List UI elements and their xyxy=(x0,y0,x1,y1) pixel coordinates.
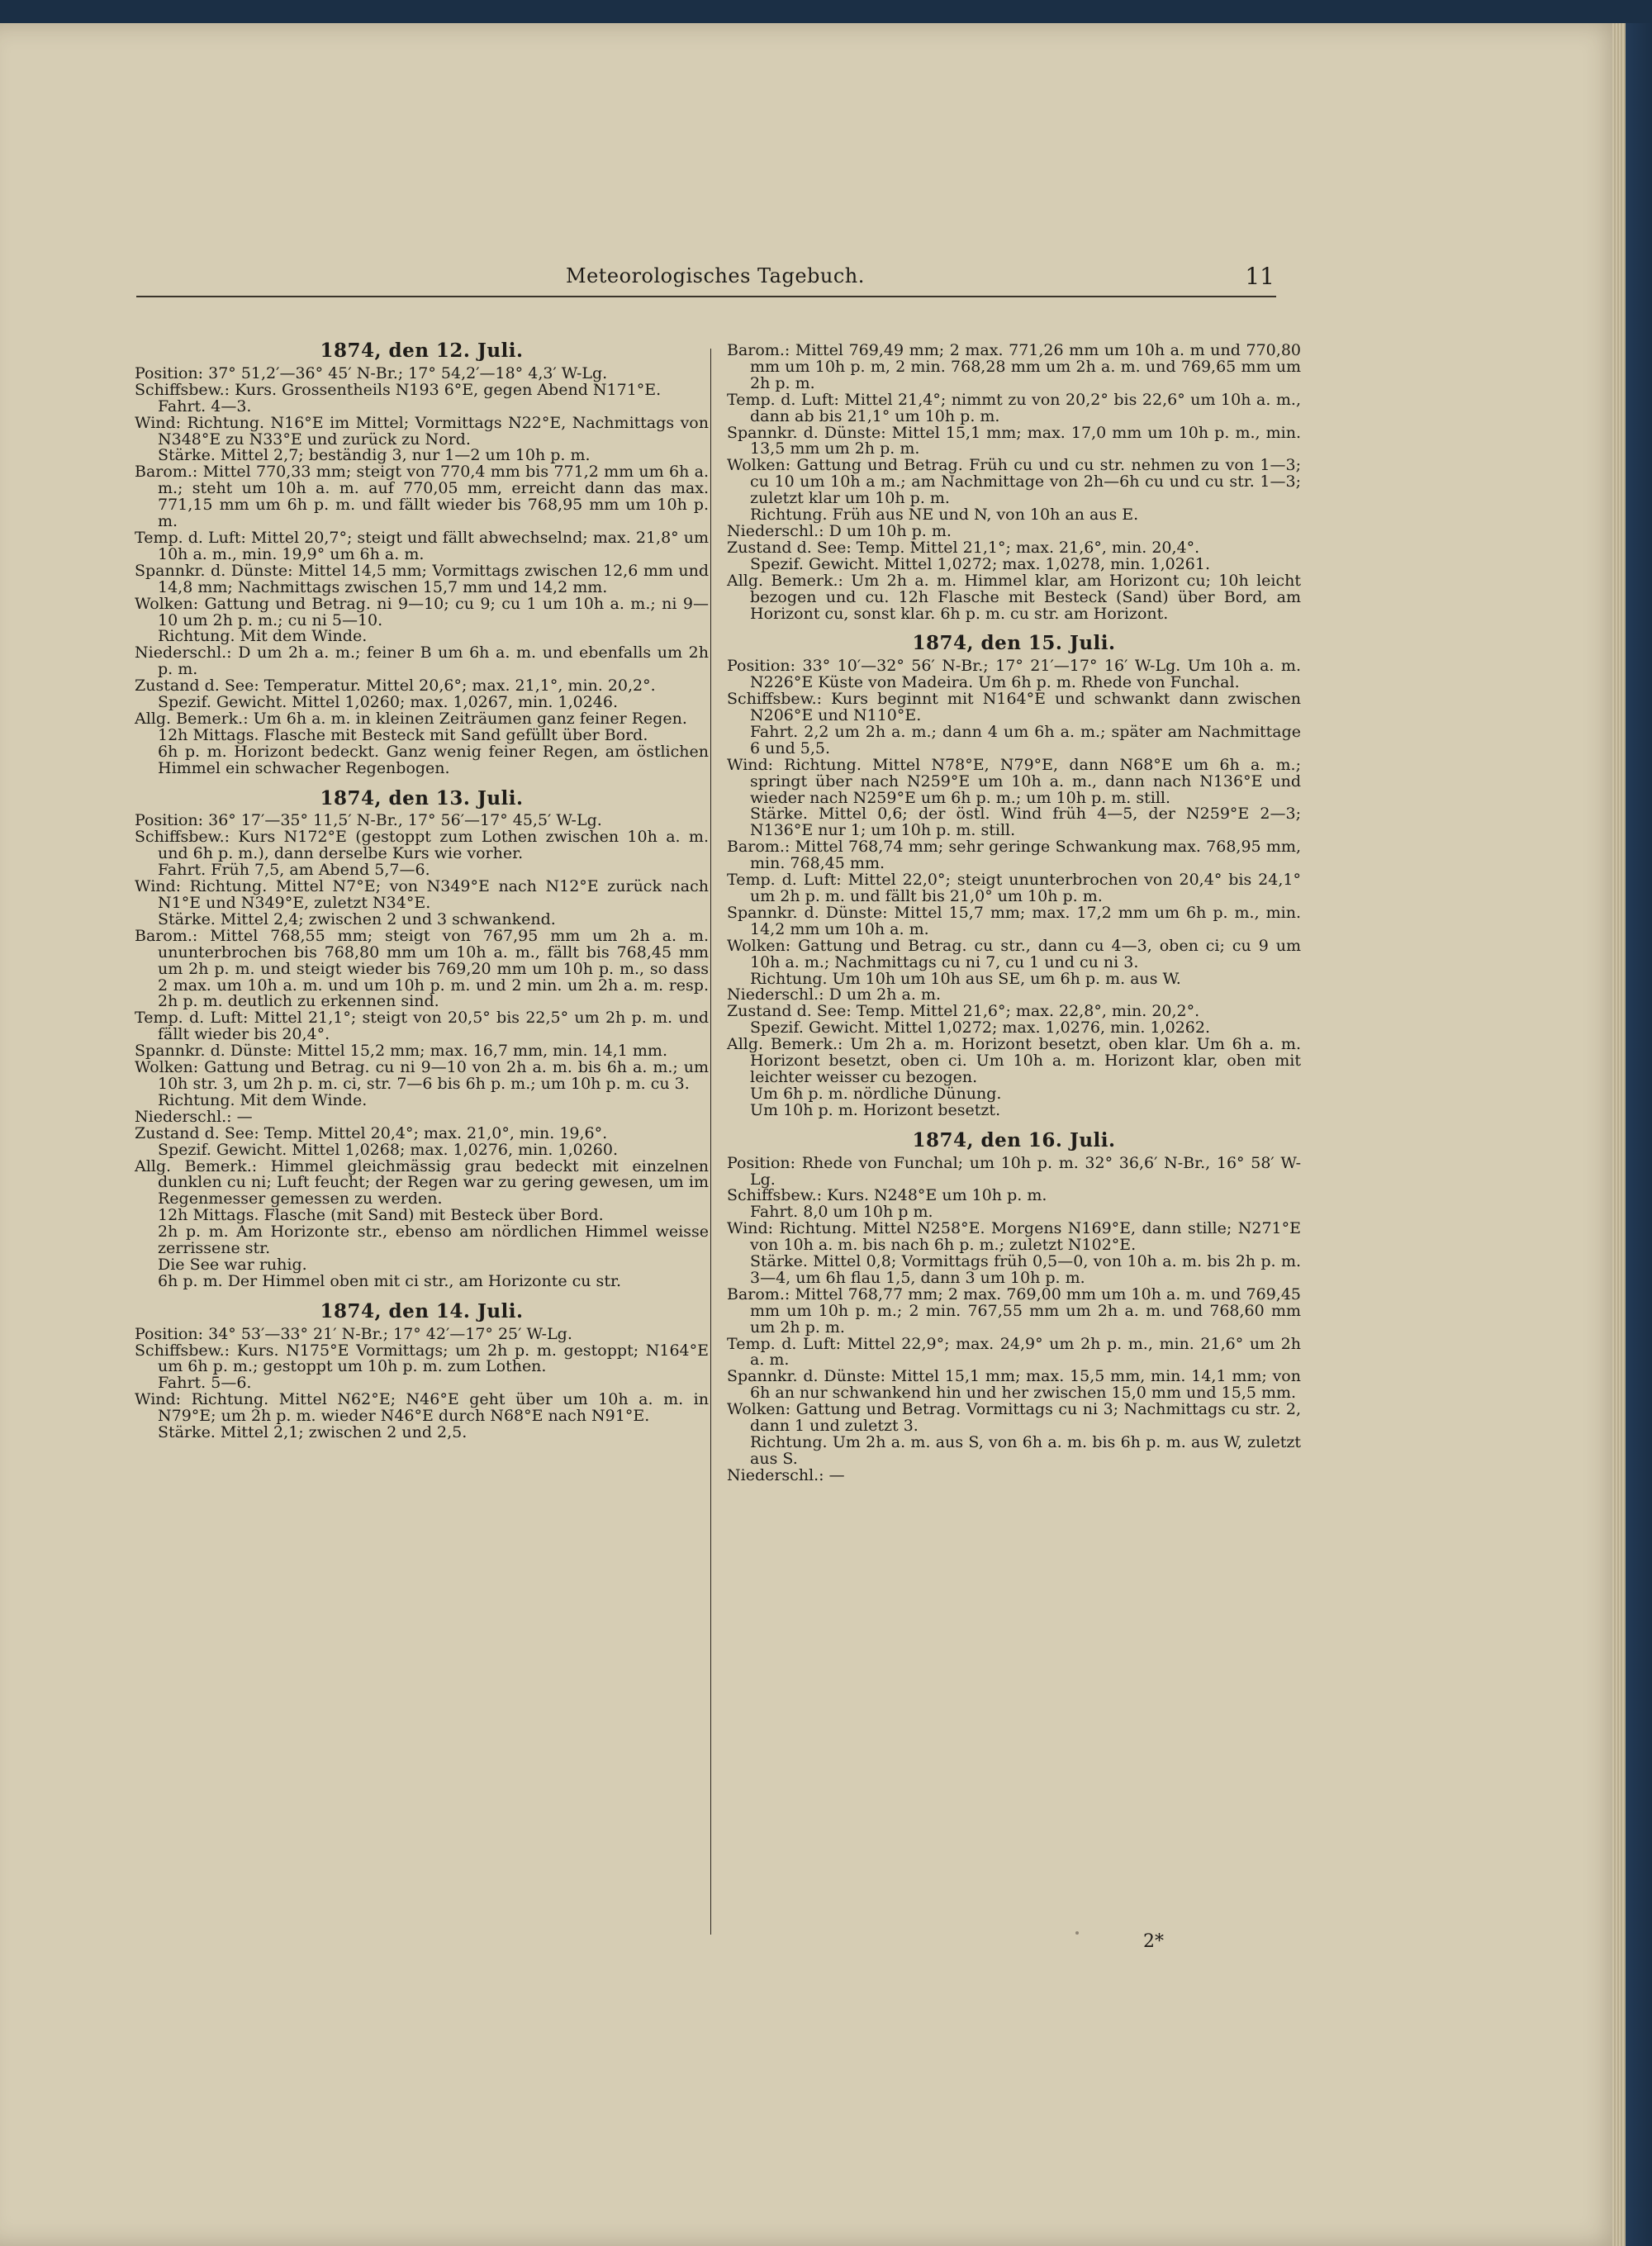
sub-entry: Fahrt. 5—6. xyxy=(158,1374,252,1393)
print-speck xyxy=(1075,1931,1079,1935)
log-entry: Wolken: Gattung und Betrag. Früh cu und cu str. nehmen zu von 1—3; cu 10 um 10h a m.; am Nachmittage von 2h—6h cu und cu str. 1—3; zuletzt klar um 10h p. m. xyxy=(727,456,1301,508)
log-entry: Position: 34° 53′—33° 21′ N-Br.; 17° 42′—17° 25′ W-Lg. xyxy=(135,1324,572,1343)
sub-entry: 12h Mittags. Flasche mit Besteck mit Sand gefüllt über Bord. xyxy=(158,725,648,744)
log-entry: Barom.: Mittel 768,74 mm; sehr geringe Schwankung max. 768,95 mm, min. 768,45 mm. xyxy=(727,838,1301,873)
log-entry: Temp. d. Luft: Mittel 22,0°; steigt ununterbrochen von 20,4° bis 24,1° um 2h p. m. und fällt bis 21,0° um 10h p. m. xyxy=(727,871,1301,905)
log-entry: Spannkr. d. Dünste: Mittel 14,5 mm; Vormittags zwischen 12,6 mm und 14,8 mm; Nachmittags zwischen 15,7 mm und 14,2 mm. xyxy=(135,561,709,596)
log-entry: Spannkr. d. Dünste: Mittel 15,2 mm; max. 16,7 mm, min. 14,1 mm. xyxy=(135,1042,667,1061)
log-entry: Schiffsbew.: Kurs. N248°E um 10h p. m. xyxy=(727,1186,1047,1205)
page-edges xyxy=(1612,23,1626,2246)
log-entry: Wolken: Gattung und Betrag. Vormittags cu ni 3; Nachmittags cu str. 2, dann 1 und zuletzt 3. xyxy=(727,1400,1301,1436)
running-head xyxy=(136,263,1276,297)
sub-entry: Um 10h p. m. Horizont besetzt. xyxy=(750,1100,1001,1119)
log-entry: Temp. d. Luft: Mittel 22,9°; max. 24,9° um 2h p. m., min. 21,6° um 2h a. m. xyxy=(727,1334,1301,1370)
log-entry: Position: Rhede von Funchal; um 10h p. m. 32° 36,6′ N-Br., 16° 58′ W-Lg. xyxy=(727,1153,1301,1189)
sub-entry: Richtung. Um 2h a. m. aus S, von 6h a. m. bis 6h p. m. aus W, zuletzt aus S. xyxy=(750,1433,1301,1468)
sub-entry: Spezif. Gewicht. Mittel 1,0272; max. 1,0276, min. 1,0262. xyxy=(750,1019,1211,1038)
log-entry: Zustand d. See: Temp. Mittel 21,6°; max. 22,8°, min. 20,2°. xyxy=(727,1002,1200,1021)
log-entry: Zustand d. See: Temperatur. Mittel 20,6°; max. 21,1°, min. 20,2°. xyxy=(135,677,656,696)
sub-entry: Spezif. Gewicht. Mittel 1,0260; max. 1,0267, min. 1,0246. xyxy=(158,693,619,712)
sub-entry: Spezif. Gewicht. Mittel 1,0268; max. 1,0276, min. 1,0260. xyxy=(158,1140,619,1159)
log-entry: Schiffsbew.: Kurs beginnt mit N164°E und schwankt dann zwischen N206°E und N110°E. xyxy=(727,690,1301,725)
log-entry: Wind: Richtung. N16°E im Mittel; Vormittags N22°E, Nachmittags von N348°E zu N33°E und zurück zu Nord. xyxy=(135,413,709,449)
page-number: 11 xyxy=(1245,263,1275,290)
sub-entry: Spezif. Gewicht. Mittel 1,0272; max. 1,0278, min. 1,0261. xyxy=(750,554,1211,573)
column-divider xyxy=(710,349,711,1935)
right-column xyxy=(727,343,1301,1484)
log-entry: Spannkr. d. Dünste: Mittel 15,7 mm; max. 17,2 mm um 6h p. m., min. 14,2 mm um 10h a. m. xyxy=(727,903,1301,938)
sub-entry: Stärke. Mittel 2,1; zwischen 2 und 2,5. xyxy=(158,1423,468,1442)
sub-entry: Richtung. Mit dem Winde. xyxy=(158,1090,368,1109)
sub-entry: Stärke. Mittel 2,7; beständig 3, nur 1—2 um 10h p. m. xyxy=(158,446,591,465)
sub-entry: Fahrt. 8,0 um 10h p m. xyxy=(750,1203,933,1222)
sub-entry: 12h Mittags. Flasche (mit Sand) mit Besteck über Bord. xyxy=(158,1206,604,1225)
sub-entry: 6h p. m. Horizont bedeckt. Ganz wenig feiner Regen, am östlichen Himmel ein schwacher Regenbogen. xyxy=(158,742,709,777)
log-entry: Barom.: Mittel 770,33 mm; steigt von 770,4 mm bis 771,2 mm um 6h a. m.; steht um 10h a. m. auf 770,05 mm, erreicht dann das max. 771,15 mm um 6h p. m. und fällt wieder bis 768,95 mm um 10h p. m. xyxy=(135,463,709,531)
sub-entry: Um 6h p. m. nördliche Dünung. xyxy=(750,1084,1002,1103)
day-heading: 1874, den 15. Juli. xyxy=(912,632,1116,655)
sub-entry: Stärke. Mittel 2,4; zwischen 2 und 3 schwankend. xyxy=(158,909,556,928)
log-entry: Niederschl.: — xyxy=(727,1465,845,1484)
left-column xyxy=(135,340,709,1442)
sub-entry: Fahrt. Früh 7,5, am Abend 5,7—6. xyxy=(158,861,430,880)
log-entry: Allg. Bemerk.: Um 6h a. m. in kleinen Zeiträumen ganz feiner Regen. xyxy=(135,709,687,728)
log-entry: Wolken: Gattung und Betrag. cu ni 9—10 von 2h a. m. bis 6h a. m.; um 10h str. 3, um 2h p. m. ci, str. 7—6 bis 6h p. m.; um 10h p. m. cu 3. xyxy=(135,1058,709,1093)
log-entry: Spannkr. d. Dünste: Mittel 15,1 mm; max. 17,0 mm um 10h p. m., min. 13,5 mm um 2h p. m. xyxy=(727,423,1301,458)
log-entry: Temp. d. Luft: Mittel 21,4°; nimmt zu von 20,2° bis 22,6° um 10h a. m., dann ab bis 21,1° um 10h p. m. xyxy=(727,390,1301,425)
day-heading: 1874, den 13. Juli. xyxy=(320,786,524,810)
log-entry: Position: 37° 51,2′—36° 45′ N-Br.; 17° 54,2′—18° 4,3′ W-Lg. xyxy=(135,363,608,382)
running-head-title: Meteorologisches Tagebuch. xyxy=(566,264,865,287)
sub-entry: Stärke. Mittel 0,8; Vormittags früh 0,5—0, von 10h a. m. bis 2h p. m. 3—4, um 6h flau 1,5, dann 3 um 10h p. m. xyxy=(750,1252,1301,1287)
log-entry: Spannkr. d. Dünste: Mittel 15,1 mm; max. 15,5 mm, min. 14,1 mm; von 6h an nur schwankend hin und her zwischen 15,0 mm und 15,5 mm. xyxy=(727,1367,1301,1403)
log-entry: Niederschl.: D um 2h a. m.; feiner B um 6h a. m. und ebenfalls um 2h p. m. xyxy=(135,643,709,679)
log-entry: Barom.: Mittel 768,77 mm; 2 max. 769,00 mm um 10h a. m. und 769,45 mm um 10h p. m.; 2 min. 767,55 mm um 2h a. m. und 768,60 mm um 2h p. m. xyxy=(727,1284,1301,1337)
log-entry: Wind: Richtung. Mittel N62°E; N46°E geht über um 10h a. m. in N79°E; um 2h p. m. wieder N46°E durch N68°E nach N91°E. xyxy=(135,1390,709,1426)
log-entry: Niederschl.: D um 2h a. m. xyxy=(727,985,942,1004)
log-entry: Schiffsbew.: Kurs N172°E (gestoppt zum Lothen zwischen 10h a. m. und 6h p. m.), dann derselbe Kurs wie vorher. xyxy=(135,828,709,863)
log-entry: Wind: Richtung. Mittel N258°E. Morgens N169°E, dann stille; N271°E von 10h a. m. bis nach 6h p. m.; zuletzt N102°E. xyxy=(727,1219,1301,1255)
sub-entry: Richtung. Um 10h um 10h aus SE, um 6h p. m. aus W. xyxy=(750,969,1181,988)
sub-entry: Richtung. Früh aus NE und N, von 10h an aus E. xyxy=(750,506,1139,525)
log-entry: Allg. Bemerk.: Um 2h a. m. Himmel klar, am Horizont cu; 10h leicht bezogen und cu. 12h Flasche mit Besteck (Sand) über Bord, am Horizont cu, sonst klar. 6h p. m. cu str. am Horizont. xyxy=(727,571,1301,623)
sub-entry: 2h p. m. Am Horizonte str., ebenso am nördlichen Himmel weisse zerrissene str. xyxy=(158,1223,709,1258)
log-entry: Barom.: Mittel 768,55 mm; steigt von 767,95 mm um 2h a. m. ununterbrochen bis 768,80 mm um 10h a. m., fällt bis 768,45 mm um 2h p. m. und steigt wieder bis 769,20 mm um 10h p. m., so dass 2 max. um 10h a. m. und um 10h p. m. und 2 min. um 2h a. m. resp. 2h p. m. deutlich zu erkennen sind. xyxy=(135,926,709,1011)
sub-entry: Fahrt. 2,2 um 2h a. m.; dann 4 um 6h a. m.; später am Nachmittage 6 und 5,5. xyxy=(750,722,1301,757)
log-entry: Position: 33° 10′—32° 56′ N-Br.; 17° 21′—17° 16′ W-Lg. Um 10h a. m. N226°E Küste von Madeira. Um 6h p. m. Rhede von Funchal. xyxy=(727,657,1301,692)
log-entry: Allg. Bemerk.: Himmel gleichmässig grau bedeckt mit einzelnen dunklen cu ni; Luft feucht; der Regen war zu gering gewesen, um im Regenmesser gemessen zu werden. xyxy=(135,1156,709,1208)
log-entry: Niederschl.: — xyxy=(135,1107,253,1126)
log-entry: Temp. d. Luft: Mittel 21,1°; steigt von 20,5° bis 22,5° um 2h p. m. und fällt wieder bis 20,4°. xyxy=(135,1009,709,1044)
sub-entry: Fahrt. 4—3. xyxy=(158,396,252,415)
log-entry: Wolken: Gattung und Betrag. cu str., dann cu 4—3, oben ci; cu 9 um 10h a. m.; Nachmittags cu ni 7, cu 1 und cu ni 3. xyxy=(727,936,1301,971)
sub-entry: Die See war ruhig. xyxy=(158,1255,307,1274)
sub-entry: 6h p. m. Der Himmel oben mit ci str., am Horizonte cu str. xyxy=(158,1271,621,1290)
log-entry: Position: 36° 17′—35° 11,5′ N-Br., 17° 56′—17° 45,5′ W-Lg. xyxy=(135,811,602,830)
log-entry: Niederschl.: D um 10h p. m. xyxy=(727,521,952,540)
day-heading: 1874, den 12. Juli. xyxy=(320,340,524,362)
log-entry: Temp. d. Luft: Mittel 20,7°; steigt und fällt abwechselnd; max. 21,8° um 10h a. m., min. 19,9° um 6h a. m. xyxy=(135,528,709,563)
log-entry: Schiffsbew.: Kurs. Grossentheils N193 6°E, gegen Abend N171°E. xyxy=(135,380,662,399)
day-heading: 1874, den 16. Juli. xyxy=(912,1128,1116,1151)
log-entry: Wolken: Gattung und Betrag. ni 9—10; cu 9; cu 1 um 10h a. m.; ni 9—10 um 2h p. m.; cu ni 5—10. xyxy=(135,594,709,629)
log-entry: Wind: Richtung. Mittel N7°E; von N349°E nach N12°E zurück nach N1°E und N349°E, zuletzt N34°E. xyxy=(135,877,709,912)
log-entry: Zustand d. See: Temp. Mittel 21,1°; max. 21,6°, min. 20,4°. xyxy=(727,538,1200,557)
log-entry: Schiffsbew.: Kurs. N175°E Vormittags; um 2h p. m. gestoppt; N164°E um 6h p. m.; gestoppt um 10h p. m. zum Lothen. xyxy=(135,1341,709,1376)
signature-mark: 2* xyxy=(1143,1931,1164,1952)
log-entry: Barom.: Mittel 769,49 mm; 2 max. 771,26 mm um 10h a. m und 770,80 mm um 10h p. m, 2 min. 768,28 mm um 2h a. m. und 769,65 mm um 2h p. m. xyxy=(727,341,1301,392)
log-entry: Zustand d. See: Temp. Mittel 20,4°; max. 21,0°, min. 19,6°. xyxy=(135,1123,608,1142)
sub-entry: Richtung. Mit dem Winde. xyxy=(158,627,368,646)
log-entry: Allg. Bemerk.: Um 2h a. m. Horizont besetzt, oben klar. Um 6h a. m. Horizont besetzt, oben ci. Um 10h a. m. Horizont klar, oben mit leichter weisser cu bezogen. xyxy=(727,1035,1301,1086)
log-entry: Wind: Richtung. Mittel N78°E, N79°E, dann N68°E um 6h a. m.; springt über nach N259°E um 10h a. m., dann nach N136°E und wieder nach N259°E um 6h p. m.; um 10h p. m. still. xyxy=(727,755,1301,807)
day-heading: 1874, den 14. Juli. xyxy=(320,1299,524,1322)
book-cover-edge xyxy=(1626,23,1652,2246)
sub-entry: Stärke. Mittel 0,6; der östl. Wind früh 4—5, der N259°E 2—3; N136°E nur 1; um 10h p. m. still. xyxy=(750,805,1301,840)
